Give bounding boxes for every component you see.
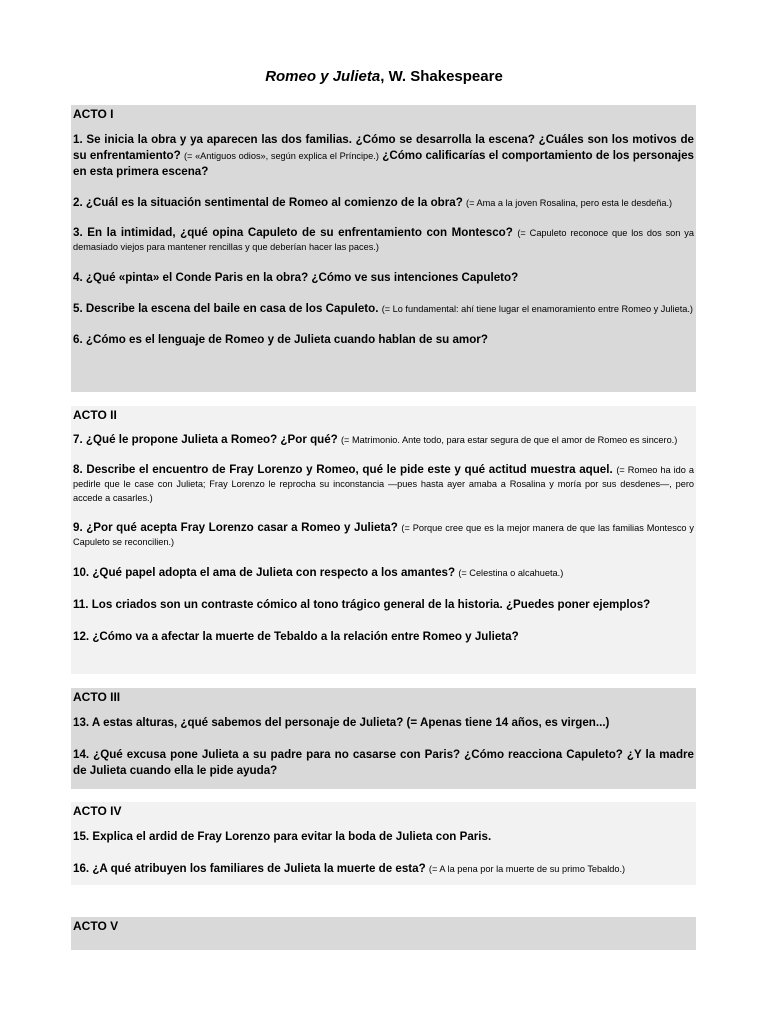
question-13: 13. A estas alturas, ¿qué sabemos del personaje de Julieta? (= Apenas tiene 14 años, es virgen...) bbox=[73, 716, 610, 729]
question-3: 3. En la intimidad, ¿qué opina Capuleto de su enfrentamiento con Montesco? (= Capuleto reconoce que los dos son ya demasiado viejos para mantener rencillas y que deberían hacer las paces.) bbox=[73, 226, 694, 252]
act-section-3 bbox=[71, 688, 696, 789]
question-2: 2. ¿Cuál es la situación sentimental de Romeo al comienzo de la obra? (= Ama a la joven Rosalina, pero esta le desdeña.) bbox=[73, 196, 673, 209]
document-title bbox=[0, 68, 768, 85]
act-label: ACTO II bbox=[73, 408, 117, 422]
question-7: 7. ¿Qué le propone Julieta a Romeo? ¿Por qué? (= Matrimonio. Ante todo, para estar segura de que el amor de Romeo es sincero.) bbox=[73, 433, 678, 446]
act-section-4 bbox=[71, 802, 696, 885]
act-label: ACTO III bbox=[73, 690, 121, 704]
question-9: 9. ¿Por qué acepta Fray Lorenzo casar a Romeo y Julieta? (= Porque cree que es la mejor manera de que las familias Montesco y Capuleto se reconcilien.) bbox=[73, 521, 694, 547]
act-label: ACTO IV bbox=[73, 804, 122, 818]
question-5: 5. Describe la escena del baile en casa de los Capuleto. (= Lo fundamental: ahí tiene lugar el enamoramiento entre Romeo y Julieta.) bbox=[73, 302, 693, 315]
question-6: 6. ¿Cómo es el lenguaje de Romeo y de Julieta cuando hablan de su amor? bbox=[73, 333, 488, 346]
question-1: 1. Se inicia la obra y ya aparecen las dos familias. ¿Cómo se desarrolla la escena? ¿Cuáles son los motivos de su enfrentamiento? (= «Antiguos odios», según explica el Príncipe.) ¿Cómo calificarías el comportamiento de los personajes en esta primera escena? bbox=[73, 133, 694, 178]
question-11: 11. Los criados son un contraste cómico al tono trágico general de la historia. ¿Puedes poner ejemplos? bbox=[73, 598, 651, 611]
question-10: 10. ¿Qué papel adopta el ama de Julieta con respecto a los amantes? (= Celestina o alcahueta.) bbox=[73, 566, 564, 579]
act-label: ACTO I bbox=[73, 107, 114, 121]
title-work: Romeo y Julieta bbox=[265, 68, 381, 85]
title-author: , W. Shakespeare bbox=[380, 68, 503, 85]
question-15: 15. Explica el ardid de Fray Lorenzo para evitar la boda de Julieta con Paris. bbox=[73, 830, 492, 843]
question-4: 4. ¿Qué «pinta» el Conde Paris en la obra? ¿Cómo ve sus intenciones Capuleto? bbox=[73, 271, 519, 284]
act-section-5 bbox=[71, 917, 696, 950]
act-label: ACTO V bbox=[73, 919, 119, 933]
question-12: 12. ¿Cómo va a afectar la muerte de Tebaldo a la relación entre Romeo y Julieta? bbox=[73, 630, 519, 643]
act-section-2 bbox=[71, 406, 696, 674]
act-section-1 bbox=[71, 105, 696, 392]
question-8: 8. Describe el encuentro de Fray Lorenzo y Romeo, qué le pide este y qué actitud muestra aquel. (= Romeo ha ido a pedirle que le case con Julieta; Fray Lorenzo le reprocha su inconstancia —pues hasta ayer amaba a Rosalina y moría por sus desdenes—, pero accede a casarles.) bbox=[73, 463, 694, 503]
question-14: 14. ¿Qué excusa pone Julieta a su padre para no casarse con Paris? ¿Cómo reacciona Capuleto? ¿Y la madre de Julieta cuando ella le pide ayuda? bbox=[73, 748, 694, 777]
question-16: 16. ¿A qué atribuyen los familiares de Julieta la muerte de esta? (= A la pena por la muerte de su primo Tebaldo.) bbox=[73, 862, 626, 875]
